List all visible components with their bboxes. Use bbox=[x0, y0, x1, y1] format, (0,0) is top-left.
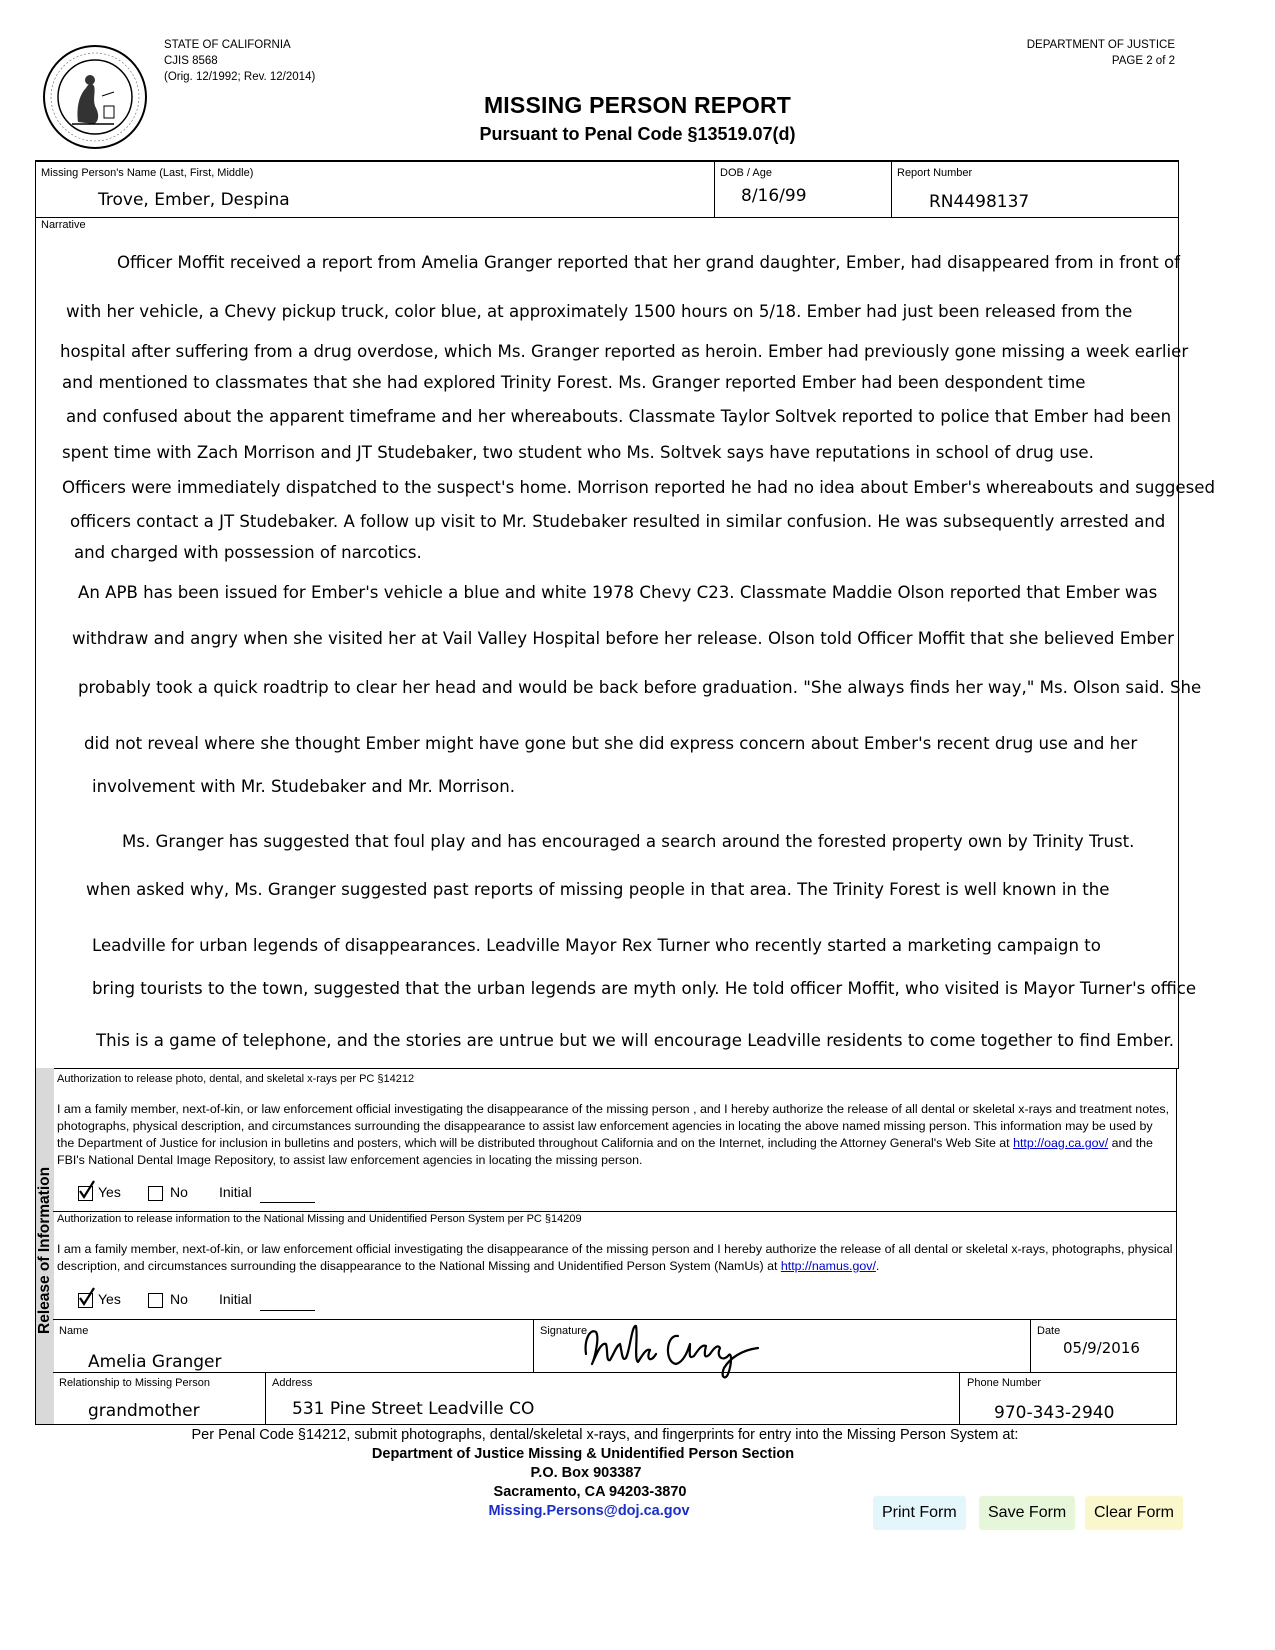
header-left bbox=[164, 37, 315, 85]
auth2-text bbox=[57, 1241, 1173, 1275]
phone-cell bbox=[960, 1372, 1176, 1424]
checkmark-icon bbox=[78, 1180, 96, 1200]
oag-link[interactable]: http://oag.ca.gov/ bbox=[1013, 1136, 1109, 1150]
date-label: Date bbox=[1037, 1325, 1061, 1337]
relationship-field[interactable]: grandmother bbox=[88, 1401, 200, 1421]
missing-name-field[interactable]: Trove, Ember, Despina bbox=[98, 190, 290, 210]
narrative-line: Leadville for urban legends of disappearances. Leadville Mayor Rex Turner who recently started a marketing campaign to bbox=[92, 936, 1101, 955]
footer-city: Sacramento, CA 94203-3870 bbox=[493, 1484, 687, 1500]
auth-divider bbox=[53, 1211, 1176, 1212]
narrative-line: and mentioned to classmates that she had explored Trinity Forest. Ms. Granger reported Ember had been despondent time bbox=[62, 373, 1086, 392]
page-indicator: PAGE 2 of 2 bbox=[1111, 55, 1175, 67]
missing-name-cell bbox=[36, 162, 715, 217]
auth2-text-end: . bbox=[875, 1259, 880, 1273]
narrative-line: bring tourists to the town, suggested that the urban legends are myth only. He told officer Moffit, who visited is Mayor Turner's office bbox=[92, 979, 1197, 998]
narrative-line: Officers were immediately dispatched to the suspect's home. Morrison reported he had no idea about Ember's whereabouts and suggesed bbox=[62, 478, 1216, 497]
footer-department: Department of Justice Missing & Unidentified Person Section bbox=[371, 1446, 795, 1462]
signer-name-label: Name bbox=[59, 1325, 89, 1337]
relationship-cell bbox=[53, 1372, 266, 1424]
missing-name-label: Missing Person's Name (Last, First, Middle) bbox=[41, 167, 254, 179]
auth1-text-main: I am a family member, next-of-kin, or law enforcement official investigating the disappearance of the missing person , and I hereby authorize the release of all dental or skeletal x-rays and treatment notes, photographs, physical description, and circumstances surrounding the disappearance to assist law enforcement agencies in locating the above named missing person. This information may be used by the Department of Justice for inclusion in bulletins and posters, which will be distributed throughout California and on the Internet, including the Attorney General's Web Site at bbox=[57, 1102, 1170, 1150]
footer-email-link[interactable]: Missing.Persons@doj.ca.gov bbox=[488, 1503, 690, 1519]
narrative-line: and charged with possession of narcotics. bbox=[74, 543, 422, 562]
date-cell bbox=[1031, 1320, 1176, 1372]
namus-link[interactable]: http://namus.gov/ bbox=[780, 1259, 876, 1273]
narrative-line: when asked why, Ms. Granger suggested past reports of missing people in that area. The Trinity Forest is well known in the bbox=[86, 880, 1110, 899]
footer-instructions: Per Penal Code §14212, submit photographs, dental/skeletal x-rays, and fingerprints for entry into the Missing Person System at: bbox=[191, 1427, 1019, 1443]
auth2-yes-label: Yes bbox=[98, 1291, 121, 1307]
date-field[interactable]: 05/9/2016 bbox=[1063, 1339, 1140, 1357]
department-label: DEPARTMENT OF JUSTICE bbox=[1026, 39, 1175, 51]
clear-form-button[interactable]: Clear Form bbox=[1085, 1496, 1183, 1530]
contact-row bbox=[53, 1372, 1176, 1424]
narrative-line: spent time with Zach Morrison and JT Studebaker, two student who Ms. Soltvek says have reputations in school of drug use. bbox=[62, 443, 1094, 462]
narrative-line: did not reveal where she thought Ember might have gone but she did express concern about Ember's recent drug use and her bbox=[84, 734, 1138, 753]
narrative-line: with her vehicle, a Chevy pickup truck, color blue, at approximately 1500 hours on 5/18. Ember had just been released from the bbox=[66, 302, 1133, 321]
header-right bbox=[1027, 37, 1175, 69]
report-number-label: Report Number bbox=[897, 167, 973, 179]
save-form-button[interactable]: Save Form bbox=[979, 1496, 1075, 1530]
signer-row bbox=[53, 1319, 1176, 1373]
auth1-yes-label: Yes bbox=[98, 1184, 121, 1200]
narrative-line: officers contact a JT Studebaker. A follow up visit to Mr. Studebaker resulted in similar confusion. He was subsequently arrested and bbox=[70, 512, 1166, 531]
report-number-cell bbox=[892, 162, 1178, 217]
auth2-heading: Authorization to release information to the National Missing and Unidentified Person System per PC §14209 bbox=[57, 1213, 582, 1225]
auth2-initial-label: Initial bbox=[219, 1291, 252, 1307]
page-title: MISSING PERSON REPORT bbox=[483, 92, 792, 118]
auth1-initial-field[interactable] bbox=[260, 1202, 315, 1203]
narrative-line: hospital after suffering from a drug overdose, which Ms. Granger reported as heroin. Ember had previously gone missing a week earlier bbox=[60, 342, 1189, 361]
checkmark-icon bbox=[78, 1287, 96, 1307]
signature-label: Signature bbox=[540, 1325, 588, 1337]
auth1-yes-checkbox[interactable] bbox=[78, 1186, 93, 1201]
auth1-heading: Authorization to release photo, dental, and skeletal x-rays per PC §14212 bbox=[57, 1073, 415, 1085]
auth1-no-checkbox[interactable] bbox=[148, 1186, 163, 1201]
narrative-line: Ms. Granger has suggested that foul play and has encouraged a search around the forested property own by Trinity Trust. bbox=[122, 832, 1135, 851]
phone-label: Phone Number bbox=[967, 1377, 1041, 1389]
report-number-field[interactable]: RN4498137 bbox=[929, 192, 1030, 212]
signature-cell bbox=[534, 1320, 1031, 1372]
narrative-line: involvement with Mr. Studebaker and Mr. Morrison. bbox=[92, 777, 516, 796]
dob-label: DOB / Age bbox=[720, 167, 772, 179]
address-label: Address bbox=[272, 1377, 313, 1389]
auth1-no-label: No bbox=[170, 1184, 188, 1200]
release-of-information-label: Release of Information bbox=[36, 1166, 53, 1334]
narrative-line: probably took a quick roadtrip to clear her head and would be back before graduation. "She always finds her way," Ms. Olson said. She bbox=[78, 678, 1202, 697]
identification-row bbox=[35, 160, 1179, 218]
form-code: CJIS 8568 bbox=[164, 55, 218, 67]
state-label: STATE OF CALIFORNIA bbox=[164, 39, 291, 51]
auth2-no-label: No bbox=[170, 1291, 188, 1307]
phone-field[interactable]: 970-343-2940 bbox=[994, 1403, 1115, 1423]
auth2-no-checkbox[interactable] bbox=[148, 1293, 163, 1308]
signer-name-cell bbox=[53, 1320, 534, 1372]
form-revision: (Orig. 12/1992; Rev. 12/2014) bbox=[164, 71, 316, 83]
narrative-label: Narrative bbox=[41, 219, 86, 231]
dob-field[interactable]: 8/16/99 bbox=[741, 186, 807, 206]
auth1-initial-label: Initial bbox=[219, 1184, 252, 1200]
address-cell bbox=[266, 1372, 960, 1424]
print-form-button[interactable]: Print Form bbox=[873, 1496, 966, 1530]
narrative-line: and confused about the apparent timeframe and her whereabouts. Classmate Taylor Soltvek reported to police that Ember had been bbox=[66, 407, 1172, 426]
auth2-text-main: I am a family member, next-of-kin, or law enforcement official investigating the disappearance of the missing person and I hereby authorize the release of all dental or skeletal x-rays, photographs, physical description, and circumstances surrounding the disappearance to the National Missing and Unidentified Person System (NamUs) at bbox=[57, 1242, 1173, 1273]
signer-name-field[interactable]: Amelia Granger bbox=[88, 1352, 222, 1372]
relationship-label: Relationship to Missing Person bbox=[59, 1377, 211, 1389]
address-field[interactable]: 531 Pine Street Leadville CO bbox=[292, 1399, 535, 1419]
narrative-line: withdraw and angry when she visited her at Vail Valley Hospital before her release. Olson told Officer Moffit that she believed Ember bbox=[72, 629, 1174, 648]
auth1-text bbox=[57, 1101, 1173, 1169]
auth2-yes-checkbox[interactable] bbox=[78, 1293, 93, 1308]
dob-cell bbox=[715, 162, 892, 217]
narrative-line: An APB has been issued for Ember's vehicle a blue and white 1978 Chevy C23. Classmate Maddie Olson reported that Ember was bbox=[78, 583, 1158, 602]
narrative-line: This is a game of telephone, and the stories are untrue but we will encourage Leadville residents to come together to find Ember. bbox=[96, 1031, 1175, 1050]
auth1-text-end: and the FBI's National Dental Image Repository, to assist law enforcement agencies in locating the missing person. bbox=[57, 1136, 1153, 1167]
narrative-line: Officer Moffit received a report from Amelia Granger reported that her grand daughter, Ember, had disappeared from in front of bbox=[117, 253, 1181, 272]
footer-po-box: P.O. Box 903387 bbox=[530, 1465, 642, 1481]
page-subtitle: Pursuant to Penal Code §13519.07(d) bbox=[479, 124, 796, 144]
auth2-initial-field[interactable] bbox=[260, 1310, 315, 1311]
